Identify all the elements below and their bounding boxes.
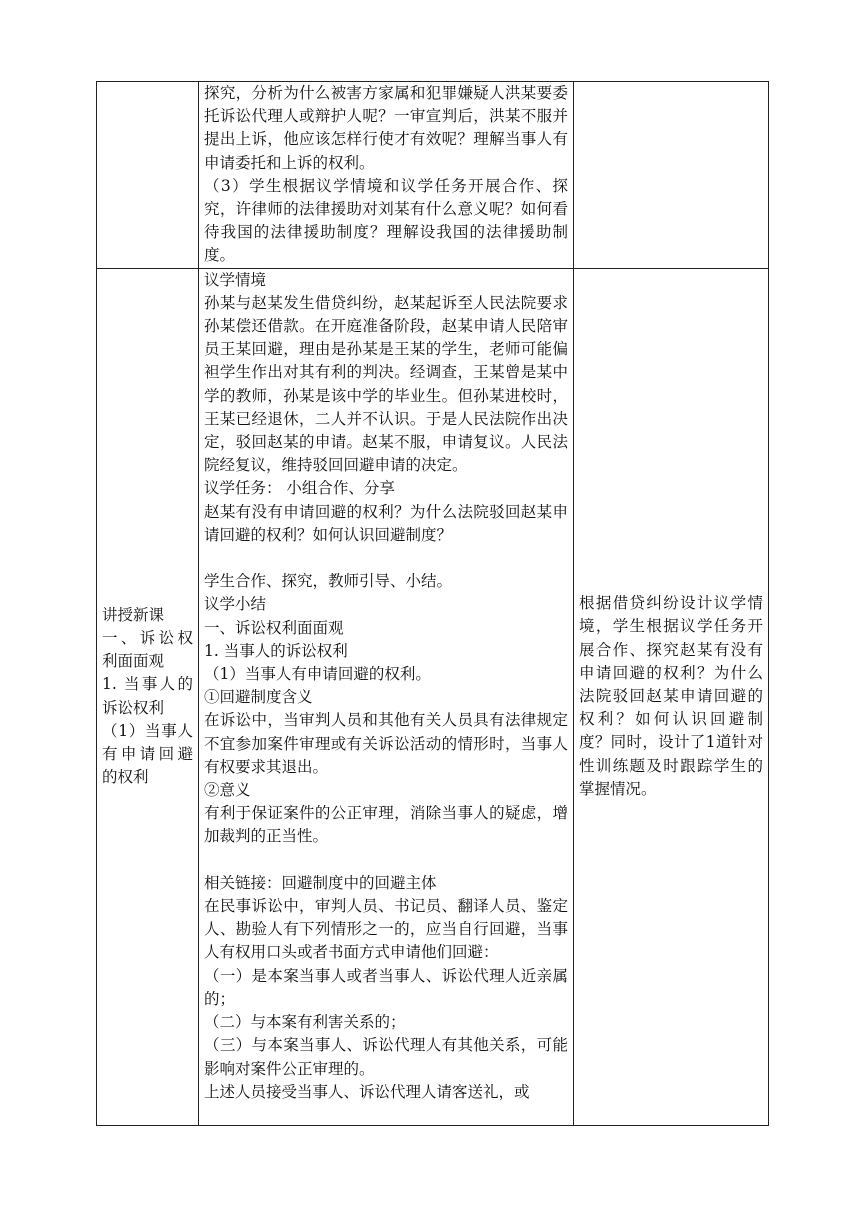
section-subpoint: （1）当事人有申请回避的权利 — [102, 721, 193, 787]
section-cell — [97, 82, 199, 269]
continued-text: 上述人员接受当事人、诉讼代理人请客送礼，或 — [204, 1082, 530, 1101]
summary-section: 一、诉讼权利面面观 — [204, 618, 344, 637]
summary-subpoint: （1）当事人有申请回避的权利。 — [204, 665, 431, 684]
summary-point: 1. 当事人的诉讼权利 — [204, 641, 348, 660]
section-subheading: 一、诉讼权利面面观 — [102, 629, 193, 671]
scenario-text: 孙某与赵某发生借贷纠纷，赵某起诉至人民法院要求孙某偿还借款。在开庭准备阶段，赵某申请人民陪审员王某回避，理由是孙某是王某的学生，老师可能偏袒学生作出对其有利的判决。经调查，王某曾是某中学的教师，孙某是该中学的毕业生。但孙某进校时，王某已经退休，二人并不认识。于是人民法院作出决定，驳回赵某的申请。赵某不服，申请复议。人民法院经复议，维持驳回回避申请的决定。 — [204, 293, 568, 475]
blank-line — [204, 547, 568, 570]
content-cell — [199, 268, 574, 1125]
table-row — [97, 268, 769, 1125]
blank-line — [204, 849, 568, 872]
lesson-plan-table — [96, 81, 769, 1126]
list-item: （一）是本案当事人或者当事人、诉讼代理人近亲属的； — [204, 966, 568, 1008]
significance-heading: ②意义 — [204, 781, 251, 800]
task-questions: 赵某有没有申请回避的权利？为什么法院驳回赵某申请回避的权利？如何认识回避制度？ — [204, 502, 568, 544]
design-intent-cell — [574, 268, 769, 1125]
design-intent-text: 根据借贷纠纷设计议学情境，学生根据议学任务开展合作、探究赵某有没有申请回避的权利？为什么法院驳回赵某申请回避的权利？如何认识回避制度？同时，设计了1道针对性训练题及时跟踪学生的掌握情况。 — [579, 594, 763, 798]
definition-text: 在诉讼中，当审判人员和其他有关人员具有法律规定不宜参加案件审理或有关诉讼活动的情形时，当事人有权要求其退出。 — [204, 711, 568, 776]
related-link-text: 在民事诉讼中，审判人员、书记员、翻译人员、鉴定人、勘验人有下列情形之一的，应当自行回避，当事人有权用口头或者书面方式申请他们回避： — [204, 897, 568, 962]
content-paragraph: （3）学生根据议学情境和议学任务开展合作、探究，许律师的法律援助对刘某有什么意义呢？如何看待我国的法律援助制度？理解设我国的法律援助制度。 — [204, 176, 568, 265]
section-cell — [97, 268, 199, 1125]
section-heading: 讲授新课 — [102, 605, 165, 624]
summary-heading: 议学小结 — [204, 595, 267, 614]
content-paragraph: 探究，分析为什么被害方家属和犯罪嫌疑人洪某要委托诉讼代理人或辩护人呢？一审宣判后，洪某不服并提出上诉，他应该怎样行使才有效呢？理解当事人有申请委托和上诉的权利。 — [204, 84, 568, 172]
section-point: 1. 当事人的诉讼权利 — [102, 675, 193, 717]
table-row — [97, 82, 769, 269]
significance-text: 有利于保证案件的公正审理，消除当事人的疑虑，增加裁判的正当性。 — [204, 804, 568, 846]
scenario-heading: 议学情境 — [204, 270, 267, 289]
related-link-heading: 相关链接：回避制度中的回避主体 — [204, 873, 437, 892]
list-item: （二）与本案有利害关系的； — [204, 1013, 406, 1032]
list-item: （三）与本案当事人、诉讼代理人有其他关系，可能影响对案件公正审理的。 — [204, 1036, 568, 1078]
activity-text: 学生合作、探究，教师引导、小结。 — [204, 572, 453, 591]
task-heading: 议学任务： 小组合作、分享 — [204, 479, 395, 498]
design-intent-cell — [574, 82, 769, 269]
content-cell — [199, 82, 574, 269]
definition-heading: ①回避制度含义 — [204, 688, 313, 707]
